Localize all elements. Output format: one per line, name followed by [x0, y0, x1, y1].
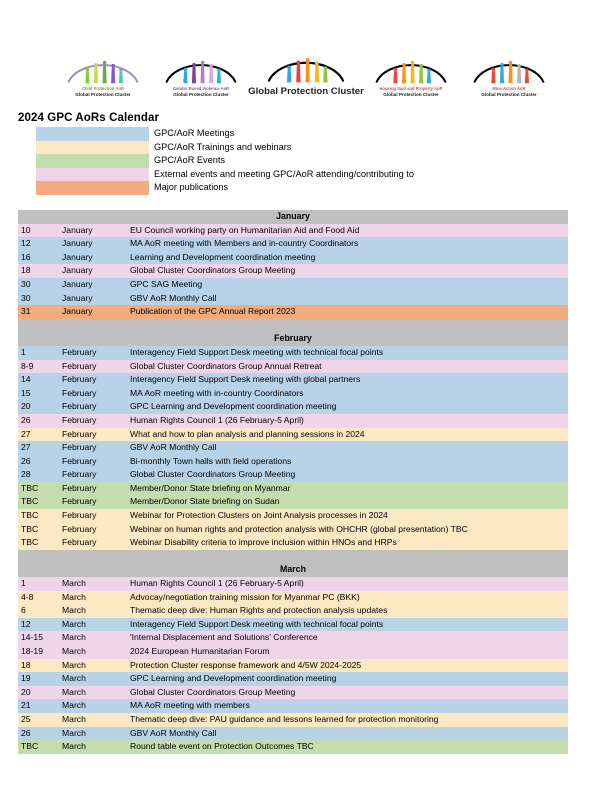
event-date-cell: 20	[21, 686, 31, 697]
event-description-cell: GPC Learning and Development coordination meeting	[130, 673, 337, 684]
event-month-cell: February	[62, 428, 97, 439]
event-month-cell: February	[62, 496, 97, 507]
mine-action-aor-logo-mark	[470, 55, 548, 85]
event-description-cell: Webinar Disability criteria to improve inclusion within HNOs and HRPs	[130, 537, 397, 548]
event-date-cell: 18	[21, 659, 31, 670]
event-description-cell: Advocay/negotiation training mission for Myanmar PC (BKK)	[130, 591, 360, 602]
event-date-cell: 26	[21, 414, 31, 425]
month-header-label: February	[18, 332, 568, 346]
table-row	[18, 686, 568, 700]
calendar-table	[18, 210, 568, 754]
event-date-cell: 21	[21, 700, 31, 711]
legend-swatch-publications	[36, 181, 149, 195]
table-row	[18, 727, 568, 741]
event-description-cell: Round table event on Protection Outcomes TBC	[130, 741, 314, 752]
table-row	[18, 618, 568, 632]
month-separator-cell	[18, 550, 568, 564]
legend-label-events: GPC/AoR Events	[154, 155, 225, 166]
event-month-cell: March	[62, 646, 86, 656]
event-description-cell: Interagency Field Support Desk meeting with technical focal points	[130, 346, 384, 357]
event-description-cell: Global Cluster Coordinators Group Meeting	[130, 265, 296, 276]
table-row	[18, 523, 568, 537]
event-month-cell: March	[62, 578, 86, 589]
event-month-cell: March	[62, 673, 86, 684]
event-description-cell: EU Council working party on Humanitarian Aid and Food Aid	[130, 224, 360, 235]
table-row	[18, 292, 568, 306]
mine-action-aor-logo-aor-label: Mine Action AoR	[492, 85, 526, 91]
legend-item-meetings	[18, 127, 570, 141]
event-description-cell: Thematic deep dive: Human Rights and protection analysis updates	[130, 605, 388, 616]
table-row	[18, 387, 568, 401]
event-description-cell: 2024 European Humanitarian Forum	[130, 646, 270, 656]
legend-item-events	[18, 154, 570, 168]
event-date-cell: TBC	[21, 523, 39, 534]
table-row	[18, 237, 568, 251]
event-month-cell: March	[62, 700, 86, 711]
event-month-cell: January	[62, 265, 93, 276]
event-description-cell: 'Internal Displacement and Solutions' Conference	[130, 632, 318, 643]
event-date-cell: 14	[21, 374, 31, 385]
event-month-cell: February	[62, 374, 97, 385]
table-row	[18, 740, 568, 754]
legend-item-external	[18, 168, 570, 182]
event-description-cell: MA AoR meeting with in-country Coordinators	[130, 387, 304, 398]
event-description-cell: Bi-monthly Town halls with field operations	[130, 455, 292, 466]
table-row	[18, 373, 568, 387]
gender-based-violence-aor-logo-gpc-label: Global Protection Cluster	[173, 92, 229, 97]
event-description-cell: Thematic deep dive: PAU guidance and lessons learned for protection monitoring	[130, 713, 439, 724]
table-row	[18, 441, 568, 455]
table-row	[18, 645, 568, 659]
event-month-cell: March	[62, 659, 86, 670]
event-date-cell: TBC	[21, 496, 39, 507]
event-date-cell: TBC	[21, 741, 39, 752]
event-description-cell: Webinar on human rights and protection analysis with OHCHR (global presentation) TBC	[130, 523, 468, 534]
event-description-cell: Interagency Field Support Desk meeting with technical focal points	[130, 618, 384, 629]
legend-label-trainings: GPC/AoR Trainings and webinars	[154, 141, 292, 152]
event-description-cell: Member/Donor State briefing on Sudan	[130, 496, 280, 507]
event-description-cell: Human Rights Council 1 (26 February-5 April)	[130, 578, 304, 589]
event-description-cell: GBV AoR Monthly Call	[130, 727, 217, 738]
mine-action-aor-logo	[462, 55, 556, 98]
event-description-cell: What and how to plan analysis and planning sessions in 2024	[130, 428, 365, 439]
event-month-cell: January	[62, 251, 93, 262]
month-header-row	[18, 563, 568, 577]
event-month-cell: February	[62, 455, 97, 466]
event-description-cell: Member/Donor State briefing on Myanmar	[130, 482, 291, 493]
event-month-cell: February	[62, 510, 97, 521]
event-description-cell: GPC SAG Meeting	[130, 278, 203, 289]
event-month-cell: February	[62, 523, 97, 534]
mine-action-aor-logo-gpc-label: Global Protection Cluster	[481, 92, 537, 97]
event-description-cell: Learning and Development coordination meeting	[130, 251, 316, 262]
event-description-cell: Global Cluster Coordinators Group Annual Retreat	[130, 360, 322, 371]
event-date-cell: 26	[21, 455, 31, 466]
event-description-cell: Global Cluster Coordinators Group Meeting	[130, 686, 296, 697]
event-month-cell: February	[62, 360, 97, 371]
legend-swatch-events	[36, 154, 149, 168]
event-month-cell: February	[62, 442, 97, 453]
table-row	[18, 604, 568, 618]
logo-band	[0, 52, 612, 97]
event-month-cell: February	[62, 469, 97, 480]
child-protection-aor-logo-aor-label: Child Protection AoR	[81, 85, 124, 91]
event-description-cell: Global Cluster Coordinators Group Meeting	[130, 469, 296, 480]
event-description-cell: GBV AoR Monthly Call	[130, 442, 217, 453]
legend-item-trainings	[18, 141, 570, 155]
month-header-row	[18, 332, 568, 346]
legend-item-publications	[18, 181, 570, 195]
table-row	[18, 400, 568, 414]
event-description-cell: Interagency Field Support Desk meeting with global partners	[130, 374, 361, 385]
table-row	[18, 699, 568, 713]
event-description-cell: Protection Cluster response framework and 4/5W 2024-2025	[130, 659, 362, 670]
table-row	[18, 224, 568, 238]
table-row	[18, 672, 568, 686]
event-description-cell: Human Rights Council 1 (26 February-5 April)	[130, 414, 304, 425]
event-month-cell: February	[62, 482, 97, 493]
table-row	[18, 713, 568, 727]
event-date-cell: 27	[21, 428, 31, 439]
month-header-label: March	[18, 563, 568, 577]
event-month-cell: January	[62, 292, 93, 303]
gender-based-violence-aor-logo	[154, 55, 248, 98]
event-month-cell: March	[62, 591, 86, 602]
month-separator	[18, 319, 568, 333]
child-protection-aor-logo-gpc-label: Global Protection Cluster	[75, 92, 131, 97]
event-month-cell: February	[62, 346, 97, 357]
event-description-cell: Publication of the GPC Annual Report 2023	[130, 306, 296, 317]
event-month-cell: February	[62, 387, 97, 398]
global-protection-cluster-logo-text: Global Protection Cluster	[248, 86, 364, 97]
table-row	[18, 536, 568, 550]
event-date-cell: 18-19	[21, 646, 43, 656]
legend-label-external: External events and meeting GPC/AoR attending/contributing to	[154, 168, 414, 179]
event-description-cell: MA AoR meeting with members	[130, 700, 250, 711]
event-description-cell: Webinar for Protection Clusters on Joint Analysis processes in 2024	[130, 510, 388, 521]
event-month-cell: February	[62, 401, 97, 412]
event-month-cell: January	[62, 278, 93, 289]
event-date-cell: TBC	[21, 510, 39, 521]
event-month-cell: March	[62, 618, 86, 629]
legend-label-publications: Major publications	[154, 182, 229, 193]
child-protection-aor-logo-mark	[64, 55, 142, 85]
housing-land-property-aor-logo-mark	[372, 55, 450, 85]
gender-based-violence-aor-logo-mark	[162, 55, 240, 85]
table-row	[18, 278, 568, 292]
month-header-label: January	[18, 210, 568, 224]
global-protection-cluster-logo	[248, 52, 364, 97]
event-month-cell: March	[62, 605, 86, 616]
event-description-cell: GPC Learning and Development coordination meeting	[130, 401, 337, 412]
event-date-cell: 8-9	[21, 360, 34, 371]
table-row	[18, 455, 568, 469]
event-month-cell: March	[62, 741, 86, 752]
event-date-cell: 12	[21, 238, 31, 249]
event-date-cell: 14-15	[21, 632, 43, 643]
event-date-cell: 4-8	[21, 591, 34, 602]
event-date-cell: 28	[21, 469, 31, 480]
event-description-cell: MA AoR meeting with Members and in-country Coordinators	[130, 238, 359, 249]
table-row	[18, 495, 568, 509]
event-date-cell: 19	[21, 673, 31, 684]
table-row	[18, 509, 568, 523]
event-month-cell: February	[62, 537, 97, 548]
legend-swatch-trainings	[36, 141, 149, 155]
event-description-cell: GBV AoR Monthly Call	[130, 292, 217, 303]
month-header-row	[18, 210, 568, 224]
event-date-cell: 10	[21, 224, 31, 235]
event-date-cell: TBC	[21, 482, 39, 493]
event-date-cell: 1	[21, 346, 26, 357]
table-row	[18, 251, 568, 265]
event-date-cell: 31	[21, 306, 31, 317]
event-month-cell: March	[62, 686, 86, 697]
global-protection-cluster-logo-mark	[262, 52, 350, 84]
event-date-cell: 30	[21, 292, 31, 303]
month-separator	[18, 550, 568, 564]
event-date-cell: 1	[21, 578, 26, 589]
table-row	[18, 631, 568, 645]
event-month-cell: February	[62, 414, 97, 425]
gender-based-violence-aor-logo-aor-label: Gender Based Violence AoR	[172, 85, 230, 91]
housing-land-property-aor-logo	[364, 55, 458, 98]
table-row	[18, 414, 568, 428]
event-date-cell: 26	[21, 727, 31, 738]
event-month-cell: March	[62, 713, 86, 724]
event-month-cell: March	[62, 727, 86, 738]
table-row	[18, 659, 568, 673]
legend-swatch-external	[36, 168, 149, 182]
table-row	[18, 264, 568, 278]
table-row	[18, 360, 568, 374]
event-month-cell: January	[62, 224, 93, 235]
event-date-cell: 18	[21, 265, 31, 276]
legend-label-meetings: GPC/AoR Meetings	[154, 128, 235, 138]
event-date-cell: 16	[21, 251, 31, 262]
month-separator-cell	[18, 319, 568, 333]
legend	[18, 127, 570, 195]
event-date-cell: 6	[21, 605, 26, 616]
event-date-cell: 27	[21, 442, 31, 453]
event-date-cell: 15	[21, 387, 31, 398]
event-date-cell: 20	[21, 401, 31, 412]
event-month-cell: January	[62, 306, 93, 317]
table-row	[18, 346, 568, 360]
legend-swatch-meetings	[36, 127, 149, 141]
event-date-cell: 25	[21, 713, 31, 724]
event-month-cell: January	[62, 238, 93, 249]
table-row	[18, 428, 568, 442]
table-row	[18, 482, 568, 496]
housing-land-property-aor-logo-aor-label: Housing land and Property AoR	[379, 85, 443, 91]
table-row	[18, 305, 568, 319]
child-protection-aor-logo	[56, 55, 150, 98]
event-date-cell: 12	[21, 618, 31, 629]
event-date-cell: 30	[21, 278, 31, 289]
table-row	[18, 591, 568, 605]
table-row	[18, 468, 568, 482]
housing-land-property-aor-logo-gpc-label: Global Protection Cluster	[383, 92, 439, 97]
event-month-cell: March	[62, 632, 86, 643]
page-title: 2024 GPC AoRs Calendar	[18, 112, 160, 124]
event-date-cell: TBC	[21, 537, 39, 548]
table-row	[18, 577, 568, 591]
